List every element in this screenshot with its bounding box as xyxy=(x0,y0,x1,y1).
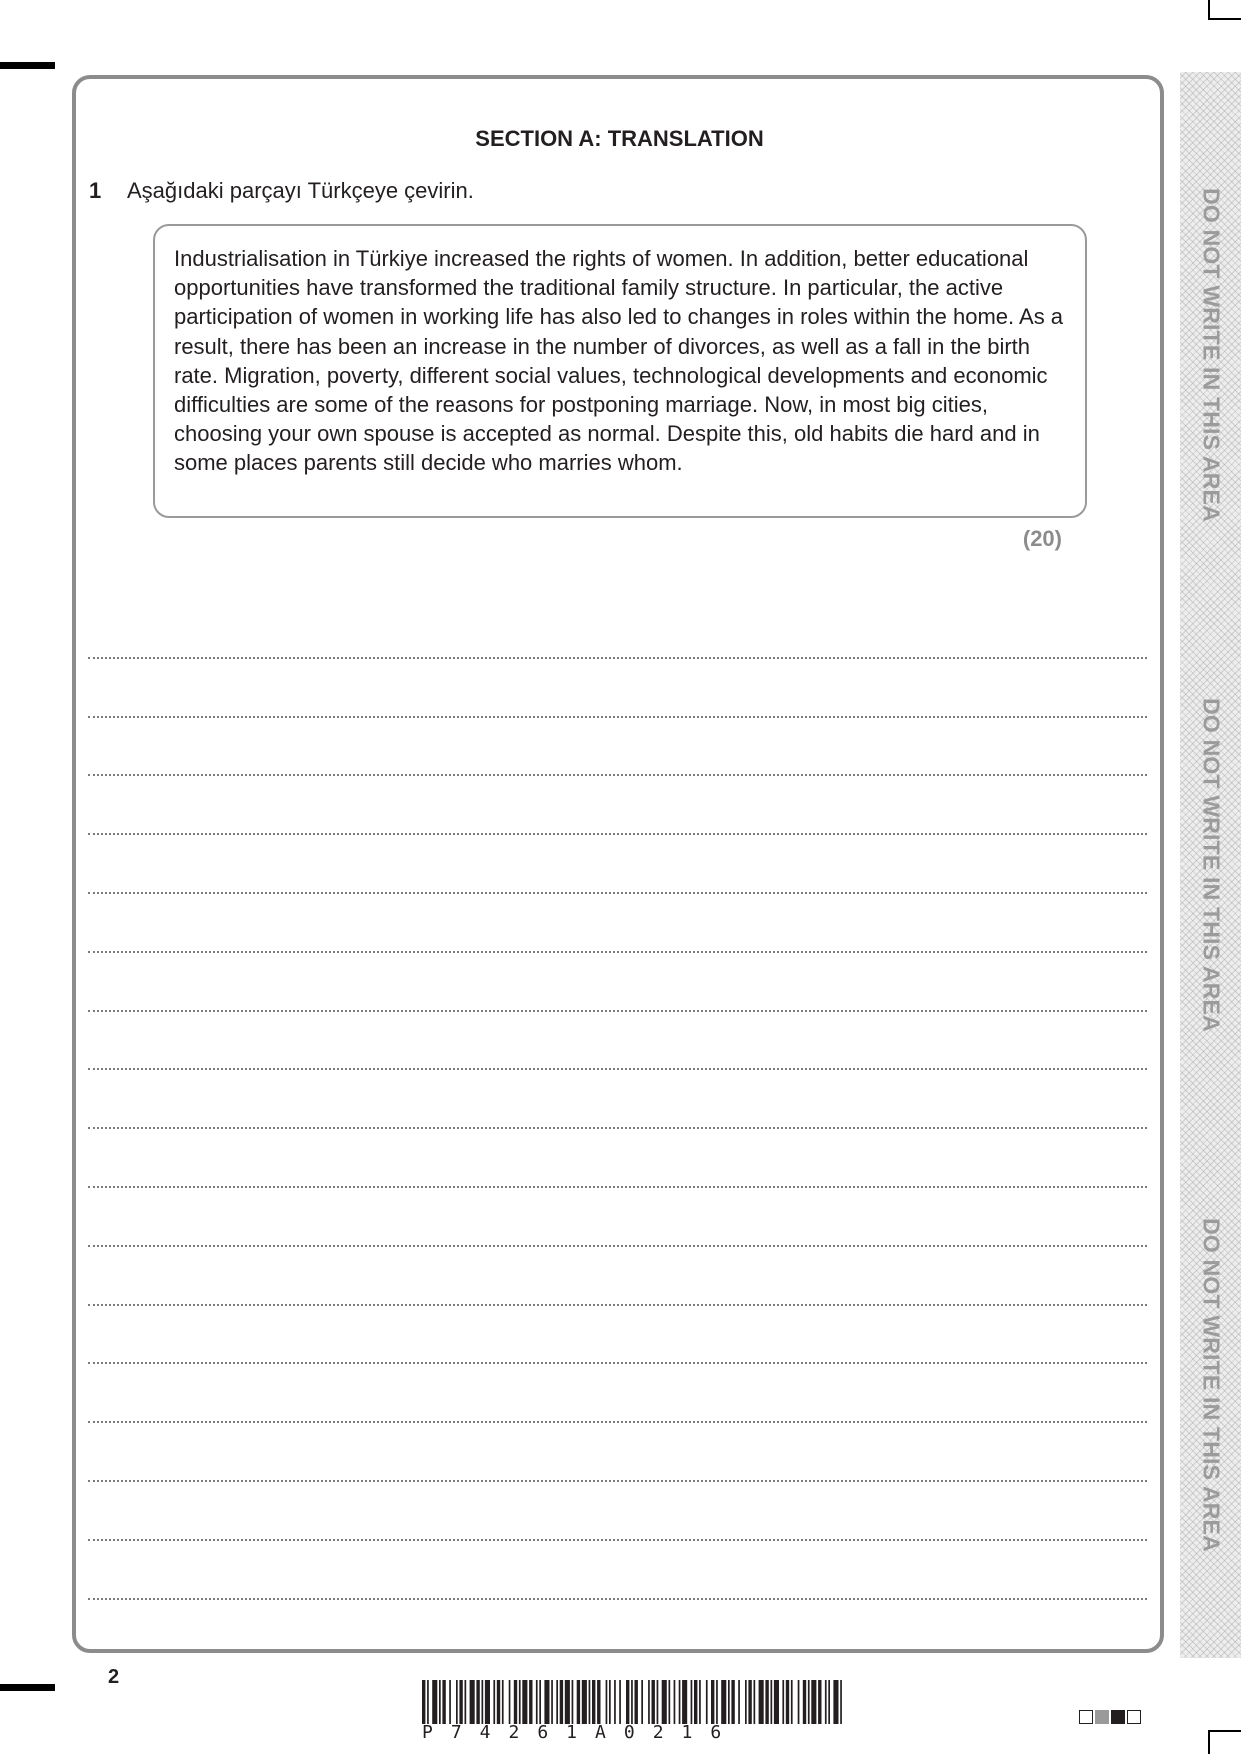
answer-line xyxy=(88,835,1147,894)
barcode-bar xyxy=(652,1680,655,1724)
answer-line xyxy=(88,776,1147,835)
barcode-bar xyxy=(485,1680,490,1724)
barcode-bar xyxy=(641,1680,643,1724)
barcode-bar xyxy=(509,1680,511,1724)
barcode-bar xyxy=(721,1680,726,1724)
barcode-bar xyxy=(745,1680,747,1724)
barcode-bar xyxy=(791,1680,793,1724)
margin-warning: DO NOT WRITE IN THIS AREA xyxy=(1198,698,1224,1032)
barcode-bar xyxy=(551,1680,553,1724)
answer-lines xyxy=(88,600,1147,1600)
page-number: 2 xyxy=(108,1666,120,1688)
answer-line xyxy=(88,1306,1147,1365)
corner-squares xyxy=(1079,1710,1141,1724)
barcode-bar xyxy=(803,1680,806,1724)
answer-line xyxy=(88,1188,1147,1247)
barcode-bar xyxy=(519,1680,521,1724)
barcode-bar xyxy=(427,1680,429,1724)
barcode-bar xyxy=(828,1680,830,1724)
barcode-bar xyxy=(818,1680,821,1724)
barcode-bar xyxy=(833,1680,838,1724)
barcode-bar xyxy=(711,1680,714,1724)
barcode-bar xyxy=(682,1680,687,1724)
barcode-bar xyxy=(765,1680,768,1724)
barcode-bar xyxy=(536,1680,538,1724)
barcode-bar xyxy=(691,1680,693,1724)
barcode-bar xyxy=(582,1680,587,1724)
answer-line xyxy=(88,1070,1147,1129)
barcode-bar xyxy=(786,1680,789,1724)
barcode-bar xyxy=(470,1680,475,1724)
barcode-bar xyxy=(442,1680,445,1724)
barcode-bar xyxy=(619,1680,621,1724)
barcode-bar xyxy=(544,1680,549,1724)
barcode-bar xyxy=(465,1680,467,1724)
crop-mark xyxy=(1208,0,1210,20)
barcode-bar xyxy=(493,1680,495,1724)
barcode-bar xyxy=(798,1680,800,1724)
answer-line xyxy=(88,600,1147,659)
corner-square xyxy=(1095,1710,1109,1724)
barcode-bar xyxy=(706,1680,708,1724)
margin-warning: DO NOT WRITE IN THIS AREA xyxy=(1198,1218,1224,1552)
barcode-text: P74261A0216 xyxy=(422,1722,740,1743)
barcode-bar xyxy=(560,1680,563,1724)
barcode-bar xyxy=(449,1680,451,1724)
barcode-bar xyxy=(674,1680,676,1724)
barcode-bar xyxy=(476,1680,479,1724)
barcode-bar xyxy=(589,1680,591,1724)
answer-line xyxy=(88,1247,1147,1306)
corner-square xyxy=(1127,1710,1141,1724)
barcode-bar xyxy=(771,1680,773,1724)
barcode-bar xyxy=(808,1680,810,1724)
barcode-bar xyxy=(731,1680,734,1724)
barcode-bar xyxy=(539,1680,541,1724)
answer-line xyxy=(88,894,1147,953)
barcode-bar xyxy=(694,1680,697,1724)
answer-line xyxy=(88,659,1147,718)
answer-line xyxy=(88,1012,1147,1071)
barcode-bar xyxy=(669,1680,671,1724)
answer-line xyxy=(88,1423,1147,1482)
crop-mark xyxy=(1208,18,1241,20)
margin-warning: DO NOT WRITE IN THIS AREA xyxy=(1198,188,1224,522)
barcode-bar xyxy=(774,1680,779,1724)
marks-allocation: (20) xyxy=(1022,526,1062,551)
answer-line xyxy=(88,718,1147,777)
barcode-bar xyxy=(825,1680,827,1724)
barcode-bar xyxy=(716,1680,718,1724)
passage-text: Industrialisation in Türkiye increased the rights of women. In addition, better educational opportunities have transformed the traditional family structure. In particular, the active participation of women in working life has also led to changes in roles within the home. As a result, there has been an increase in the number of divorces, as well as a fall in the birth rate. Migration, poverty, different social values, technological developments and economic difficulties are some of the reasons for postponing marriage. Now, in most big cities, choosing your own spouse is accepted as normal. Despite this, old habits die hard and in some places parents still decide who marries whom. xyxy=(174,246,1064,476)
registration-mark xyxy=(0,62,55,69)
barcode-bar xyxy=(782,1680,784,1724)
answer-line xyxy=(88,1129,1147,1188)
barcode-bar xyxy=(422,1680,425,1724)
crop-mark xyxy=(1208,1730,1210,1754)
barcode-bar xyxy=(609,1680,611,1724)
barcode-bar xyxy=(679,1680,681,1724)
passage-box xyxy=(153,224,1087,518)
barcode-bar xyxy=(626,1680,629,1724)
answer-line xyxy=(88,1482,1147,1541)
barcode-bar xyxy=(759,1680,764,1724)
barcode-bar xyxy=(662,1680,667,1724)
corner-square xyxy=(1079,1710,1093,1724)
barcode-bar xyxy=(840,1680,842,1724)
barcode-bar xyxy=(459,1680,462,1724)
barcode-bar xyxy=(556,1680,558,1724)
barcode-bar xyxy=(738,1680,740,1724)
barcode-bar xyxy=(432,1680,437,1724)
barcode-bar xyxy=(522,1680,527,1724)
corner-square xyxy=(1111,1710,1125,1724)
barcode-bar xyxy=(606,1680,608,1724)
section-title: SECTION A: TRANSLATION xyxy=(475,126,764,151)
answer-line xyxy=(88,1364,1147,1423)
barcode-bar xyxy=(648,1680,650,1724)
barcode-bar xyxy=(631,1680,633,1724)
barcode-bar xyxy=(529,1680,532,1724)
barcode-bar xyxy=(456,1680,458,1724)
registration-mark xyxy=(0,1684,55,1691)
barcode-bar xyxy=(577,1680,580,1724)
barcode-bar xyxy=(811,1680,816,1724)
barcode-bar xyxy=(748,1680,751,1724)
barcode-bar xyxy=(657,1680,659,1724)
barcode-bar xyxy=(597,1680,600,1724)
barcode-bar xyxy=(635,1680,638,1724)
barcode-bar xyxy=(514,1680,517,1724)
answer-line xyxy=(88,1541,1147,1600)
barcode-bar xyxy=(592,1680,595,1724)
barcode-bar xyxy=(565,1680,570,1724)
question-number: 1 xyxy=(89,178,102,203)
barcode xyxy=(422,1680,845,1724)
barcode-bar xyxy=(614,1680,616,1724)
barcode-bar xyxy=(728,1680,730,1724)
barcode-bar xyxy=(572,1680,574,1724)
answer-line xyxy=(88,953,1147,1012)
barcode-bar xyxy=(699,1680,701,1724)
barcode-bar xyxy=(502,1680,504,1724)
question-prompt: Aşağıdaki parçayı Türkçeye çevirin. xyxy=(127,178,474,203)
barcode-bar xyxy=(754,1680,756,1724)
crop-mark xyxy=(1208,1730,1241,1732)
barcode-bar xyxy=(482,1680,484,1724)
barcode-bar xyxy=(497,1680,500,1724)
barcode-bar xyxy=(439,1680,441,1724)
